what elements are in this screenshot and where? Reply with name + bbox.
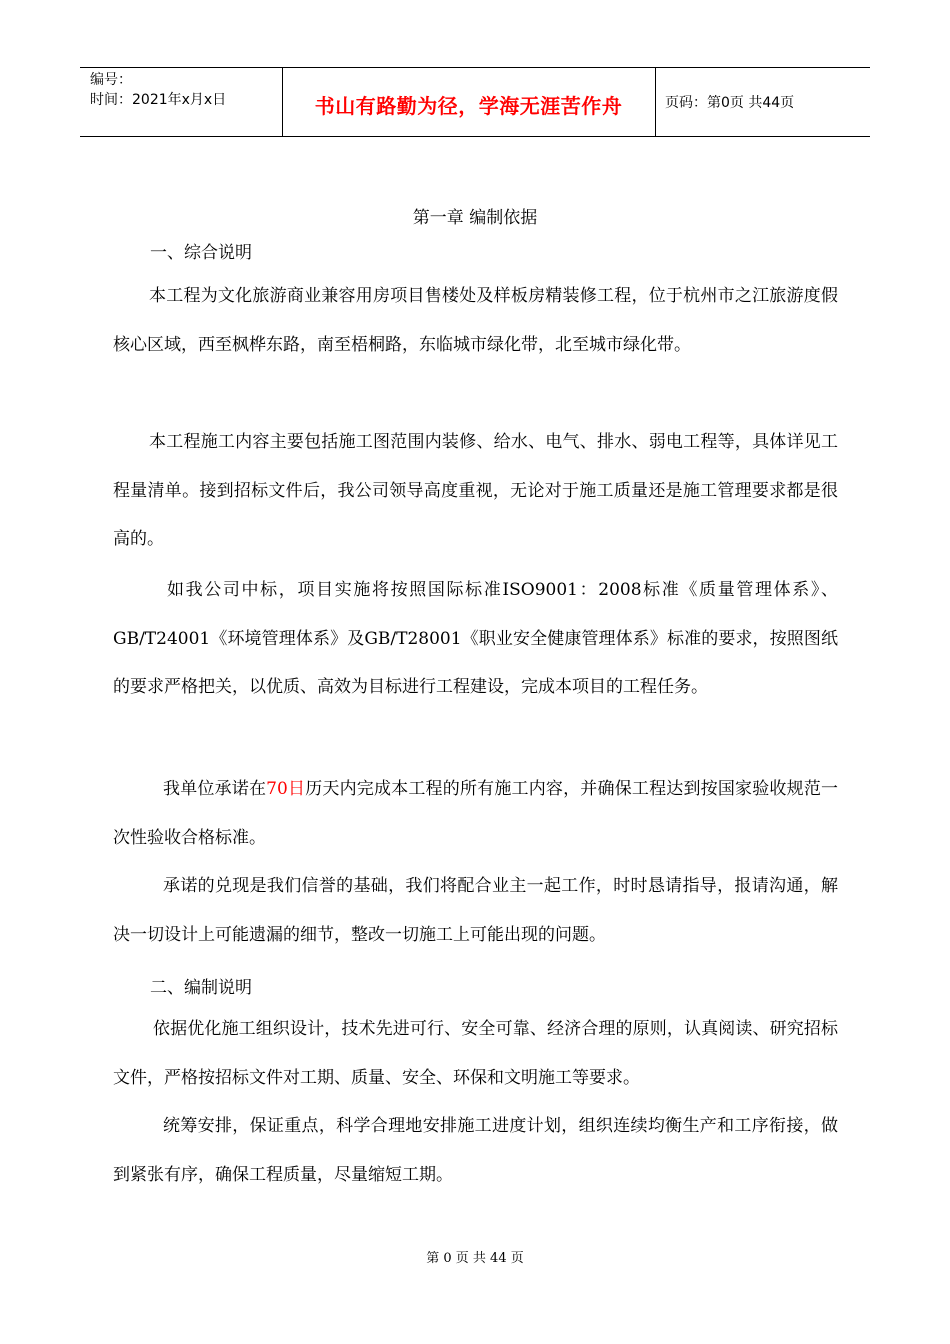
page-footer: 第 0 页 共 44 页 (426, 1251, 524, 1266)
header-table (80, 67, 870, 137)
paragraph-planning: 统筹安排，保证重点，科学合理地安排施工进度计划，组织连续均衡生产和工序衔接，做到紧张有序，确保工程质量，尽量缩短工期。 (113, 1116, 838, 1185)
commitment-text-before: 我单位承诺在 (163, 779, 267, 799)
commitment-days: 70日 (266, 779, 306, 799)
section-heading-overview: 一、综合说明 (150, 243, 252, 263)
paragraph-standards: 如我公司中标，项目实施将按照国际标准ISO9001：2008标准《质量管理体系》、GB/T24001《环境管理体系》及GB/T28001《职业安全健康管理体系》标准的要求，按照图纸的要求严格把关，以优质、高效为目标进行工程建设，完成本项目的工程任务。 (113, 580, 838, 697)
header-page-number: 页码：第0页 共44页 (665, 95, 795, 111)
header-motto: 书山有路勤为径，学海无涯苦作舟 (314, 94, 623, 118)
header-info (90, 70, 226, 110)
time-label: 时间：2021年x月x日 (90, 92, 227, 108)
paragraph-location: 本工程为文化旅游商业兼容用房项目售楼处及样板房精装修工程，位于杭州市之江旅游度假核心区域，西至枫桦东路，南至梧桐路，东临城市绿化带，北至城市绿化带。 (113, 286, 838, 355)
chapter-title: 第一章 编制依据 (412, 208, 538, 228)
paragraph-credibility: 承诺的兑现是我们信誉的基础，我们将配合业主一起工作，时时恳请指导，报请沟通，解决一切设计上可能遗漏的细节，整改一切施工上可能出现的问题。 (113, 876, 838, 945)
header-divider (655, 68, 656, 136)
serial-number-label: 编号： (90, 72, 132, 88)
paragraph-commitment (113, 765, 838, 862)
section-heading-compilation: 二、编制说明 (150, 978, 252, 998)
commitment-text-after: 历天内完成本工程的所有施工内容，并确保工程达到按国家验收规范一次性验收合格标准。 (113, 779, 839, 848)
paragraph-basis: 依据优化施工组织设计，技术先进可行、安全可靠、经济合理的原则，认真阅读、研究招标文件，严格按招标文件对工期、质量、安全、环保和文明施工等要求。 (113, 1019, 838, 1088)
paragraph-scope: 本工程施工内容主要包括施工图范围内装修、给水、电气、排水、弱电工程等，具体详见工程量清单。接到招标文件后，我公司领导高度重视，无论对于施工质量还是施工管理要求都是很高的。 (113, 432, 838, 549)
